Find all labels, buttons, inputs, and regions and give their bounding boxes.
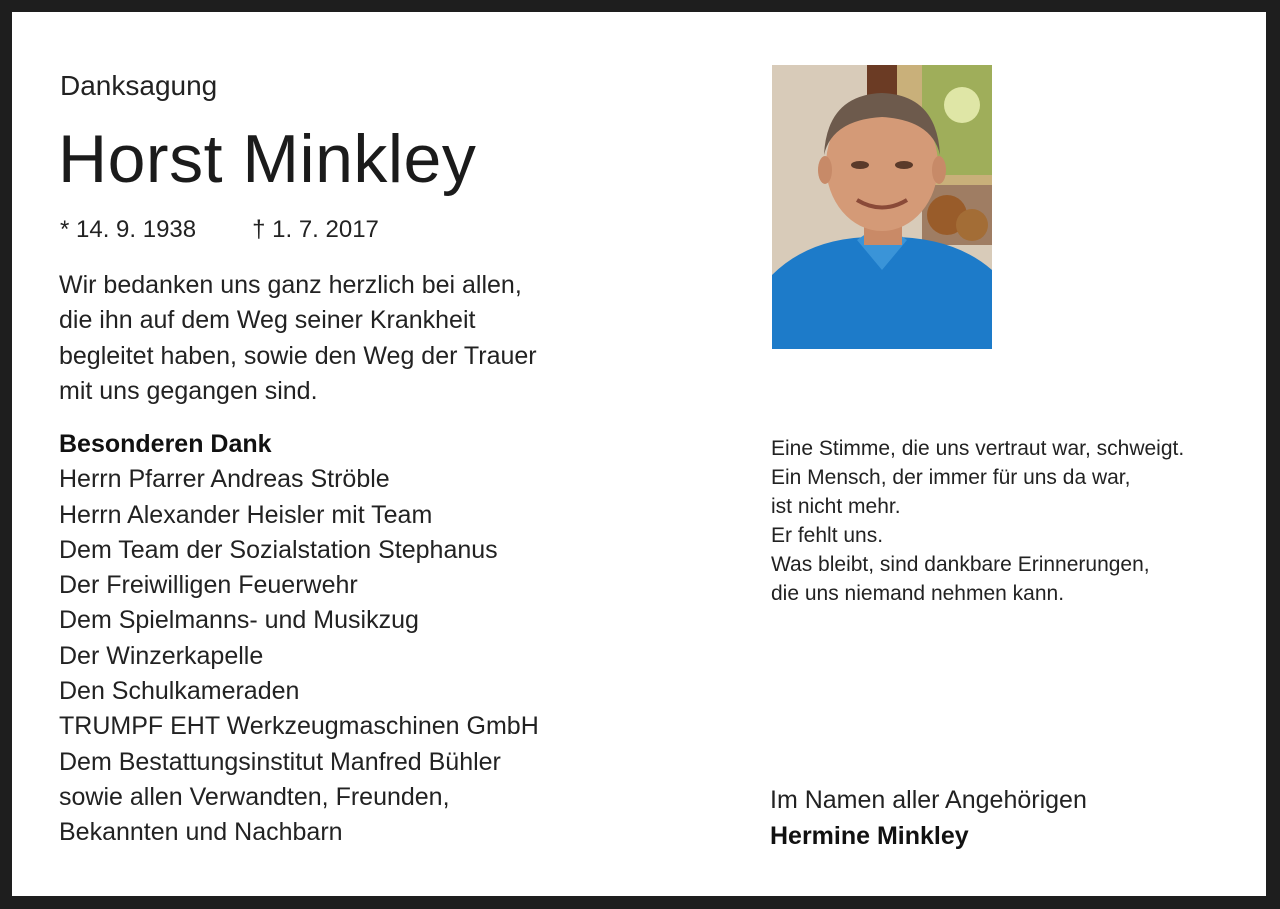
poem-line: Eine Stimme, die uns vertraut war, schweigt. — [771, 437, 1185, 460]
thanks-item: Dem Bestattungsinstitut Manfred Bühler — [59, 747, 501, 776]
thanks-item: Den Schulkameraden — [59, 677, 300, 706]
thanks-item: Dem Team der Sozialstation Stephanus — [59, 535, 498, 564]
thanks-item: Der Freiwilligen Feuerwehr — [59, 571, 358, 600]
intro-line: Wir bedanken uns ganz herzlich bei allen, — [59, 271, 522, 299]
thanks-item: sowie allen Verwandten, Freunden, — [59, 782, 450, 811]
intro-line: die ihn auf dem Weg seiner Krankheit — [59, 306, 476, 335]
thanks-title: Besonderen Dank — [59, 430, 272, 458]
death-date: † 1. 7. 2017 — [252, 216, 379, 243]
poem-line: ist nicht mehr. — [771, 495, 901, 518]
signature-block — [770, 782, 1087, 854]
intro-line: begleitet haben, sowie den Weg der Trauer — [59, 341, 537, 370]
poem — [771, 434, 1184, 608]
thanks-item: Herrn Alexander Heisler mit Team — [59, 500, 433, 529]
signer-name: Hermine Minkley — [770, 822, 969, 850]
obituary-card — [12, 12, 1266, 896]
portrait-photo — [772, 65, 992, 349]
thanks-item: Bekannten und Nachbarn — [59, 818, 343, 847]
life-dates — [60, 216, 379, 244]
sign-line: Im Namen aller Angehörigen — [770, 786, 1087, 814]
thanks-item: Dem Spielmanns- und Musikzug — [59, 606, 419, 635]
deceased-name: Horst Minkley — [58, 121, 477, 197]
notice-heading: Danksagung — [60, 70, 218, 101]
poem-line: Was bleibt, sind dankbare Erinnerungen, — [771, 553, 1150, 576]
birth-date: * 14. 9. 1938 — [60, 216, 197, 243]
intro-text — [59, 268, 537, 409]
thanks-list — [59, 427, 539, 851]
thanks-item: Der Winzerkapelle — [59, 641, 264, 670]
poem-line: die uns niemand nehmen kann. — [771, 582, 1065, 605]
thanks-item: TRUMPF EHT Werkzeugmaschinen GmbH — [59, 712, 539, 741]
poem-line: Er fehlt uns. — [771, 524, 884, 547]
poem-line: Ein Mensch, der immer für uns da war, — [771, 466, 1131, 489]
thanks-item: Herrn Pfarrer Andreas Ströble — [59, 465, 390, 494]
intro-line: mit uns gegangen sind. — [59, 376, 318, 405]
